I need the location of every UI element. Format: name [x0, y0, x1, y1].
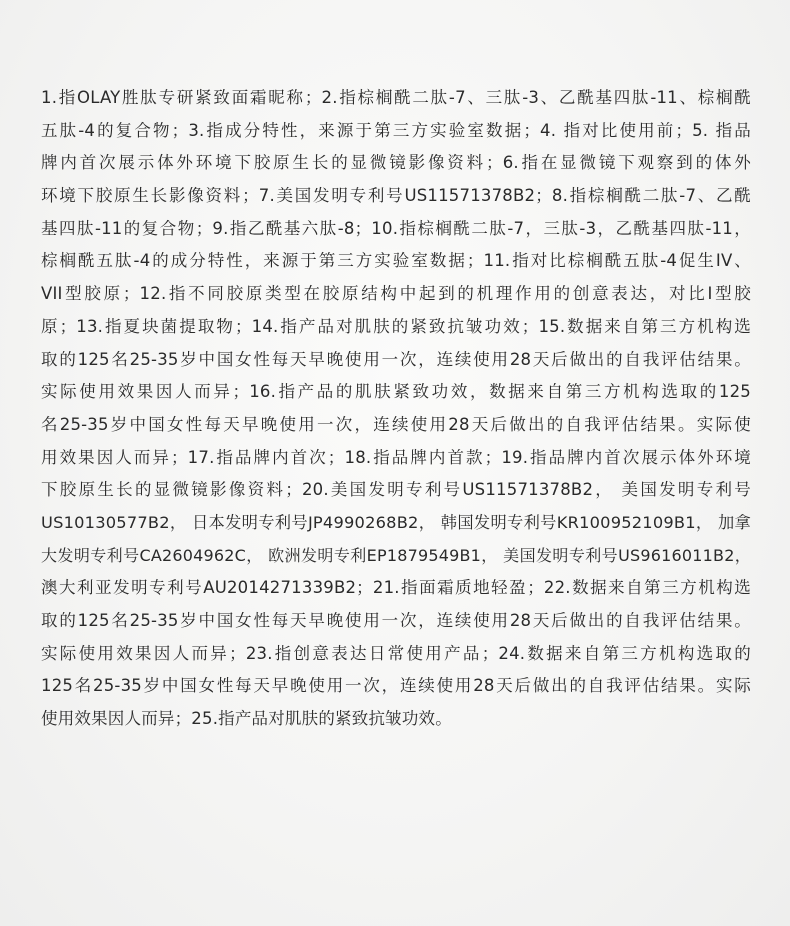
footnote-line: 大发明专利号CA2604962C， 欧洲发明专利EP1879549B1， 美国发明专利号US9616011B2， [41, 545, 751, 565]
footnote-line: 名25-35岁中国女性每天早晚使用一次，连续使用28天后做出的自我评估结果。实际使 [41, 414, 751, 434]
footnote-line: 牌内首次展示体外环境下胶原生长的显微镜影像资料；6.指在显微镜下观察到的体外 [41, 153, 751, 173]
footnote-line: US10130577B2， 日本发明专利号JP4990268B2， 韩国发明专利号KR100952109B1， 加拿 [41, 512, 751, 532]
footnote-line: 取的125名25-35岁中国女性每天早晚使用一次，连续使用28天后做出的自我评估结果。 [41, 349, 751, 369]
footnote-line: 基四肽-11的复合物；9.指乙酰基六肽-8；10.指棕榈酰二肽-7，三肽-3，乙酰基四肽-11， [41, 218, 751, 238]
footnote-line: 实际使用效果因人而异；16.指产品的肌肤紧致功效，数据来自第三方机构选取的125 [41, 382, 751, 402]
footnote-line: 使用效果因人而异；25.指产品对肌肤的紧致抗皱功效。 [41, 709, 452, 729]
footnote-line: VII型胶原；12.指不同胶原类型在胶原结构中起到的机理作用的创意表达，对比I型胶 [41, 284, 751, 304]
footnote-line: 实际使用效果因人而异；23.指创意表达日常使用产品；24.数据来自第三方机构选取的 [41, 643, 751, 663]
footnote-line: 五肽-4的复合物；3.指成分特性，来源于第三方实验室数据；4. 指对比使用前；5. 指品 [41, 120, 751, 140]
footnote-line: 棕榈酰五肽-4的成分特性，来源于第三方实验室数据；11.指对比棕榈酰五肽-4促生IV、 [41, 251, 751, 271]
footnote-line: 取的125名25-35岁中国女性每天早晚使用一次，连续使用28天后做出的自我评估结果。 [41, 611, 751, 630]
footnotes-block [41, 82, 751, 736]
footnote-line: 125名25-35岁中国女性每天早晚使用一次，连续使用28天后做出的自我评估结果。实际 [41, 676, 751, 696]
footnote-line: 环境下胶原生长影像资料；7.美国发明专利号US11571378B2；8.指棕榈酰二肽-7、乙酰 [41, 186, 751, 206]
footnote-line: 下胶原生长的显微镜影像资料；20.美国发明专利号US11571378B2， 美国发明专利号 [41, 480, 751, 500]
footnote-line: 澳大利亚发明专利号AU2014271339B2；21.指面霜质地轻盈；22.数据来自第三方机构选 [41, 578, 751, 598]
footnote-line: 用效果因人而异；17.指品牌内首次；18.指品牌内首款；19.指品牌内首次展示体外环境 [41, 447, 751, 467]
footnote-line: 1.指OLAY胜肽专研紧致面霜昵称；2.指棕榈酰二肽-7、三肽-3、乙酰基四肽-11、棕榈酰 [41, 88, 751, 107]
footnote-line: 原；13.指夏块菌提取物；14.指产品对肌肤的紧致抗皱功效；15.数据来自第三方机构选 [41, 316, 751, 336]
